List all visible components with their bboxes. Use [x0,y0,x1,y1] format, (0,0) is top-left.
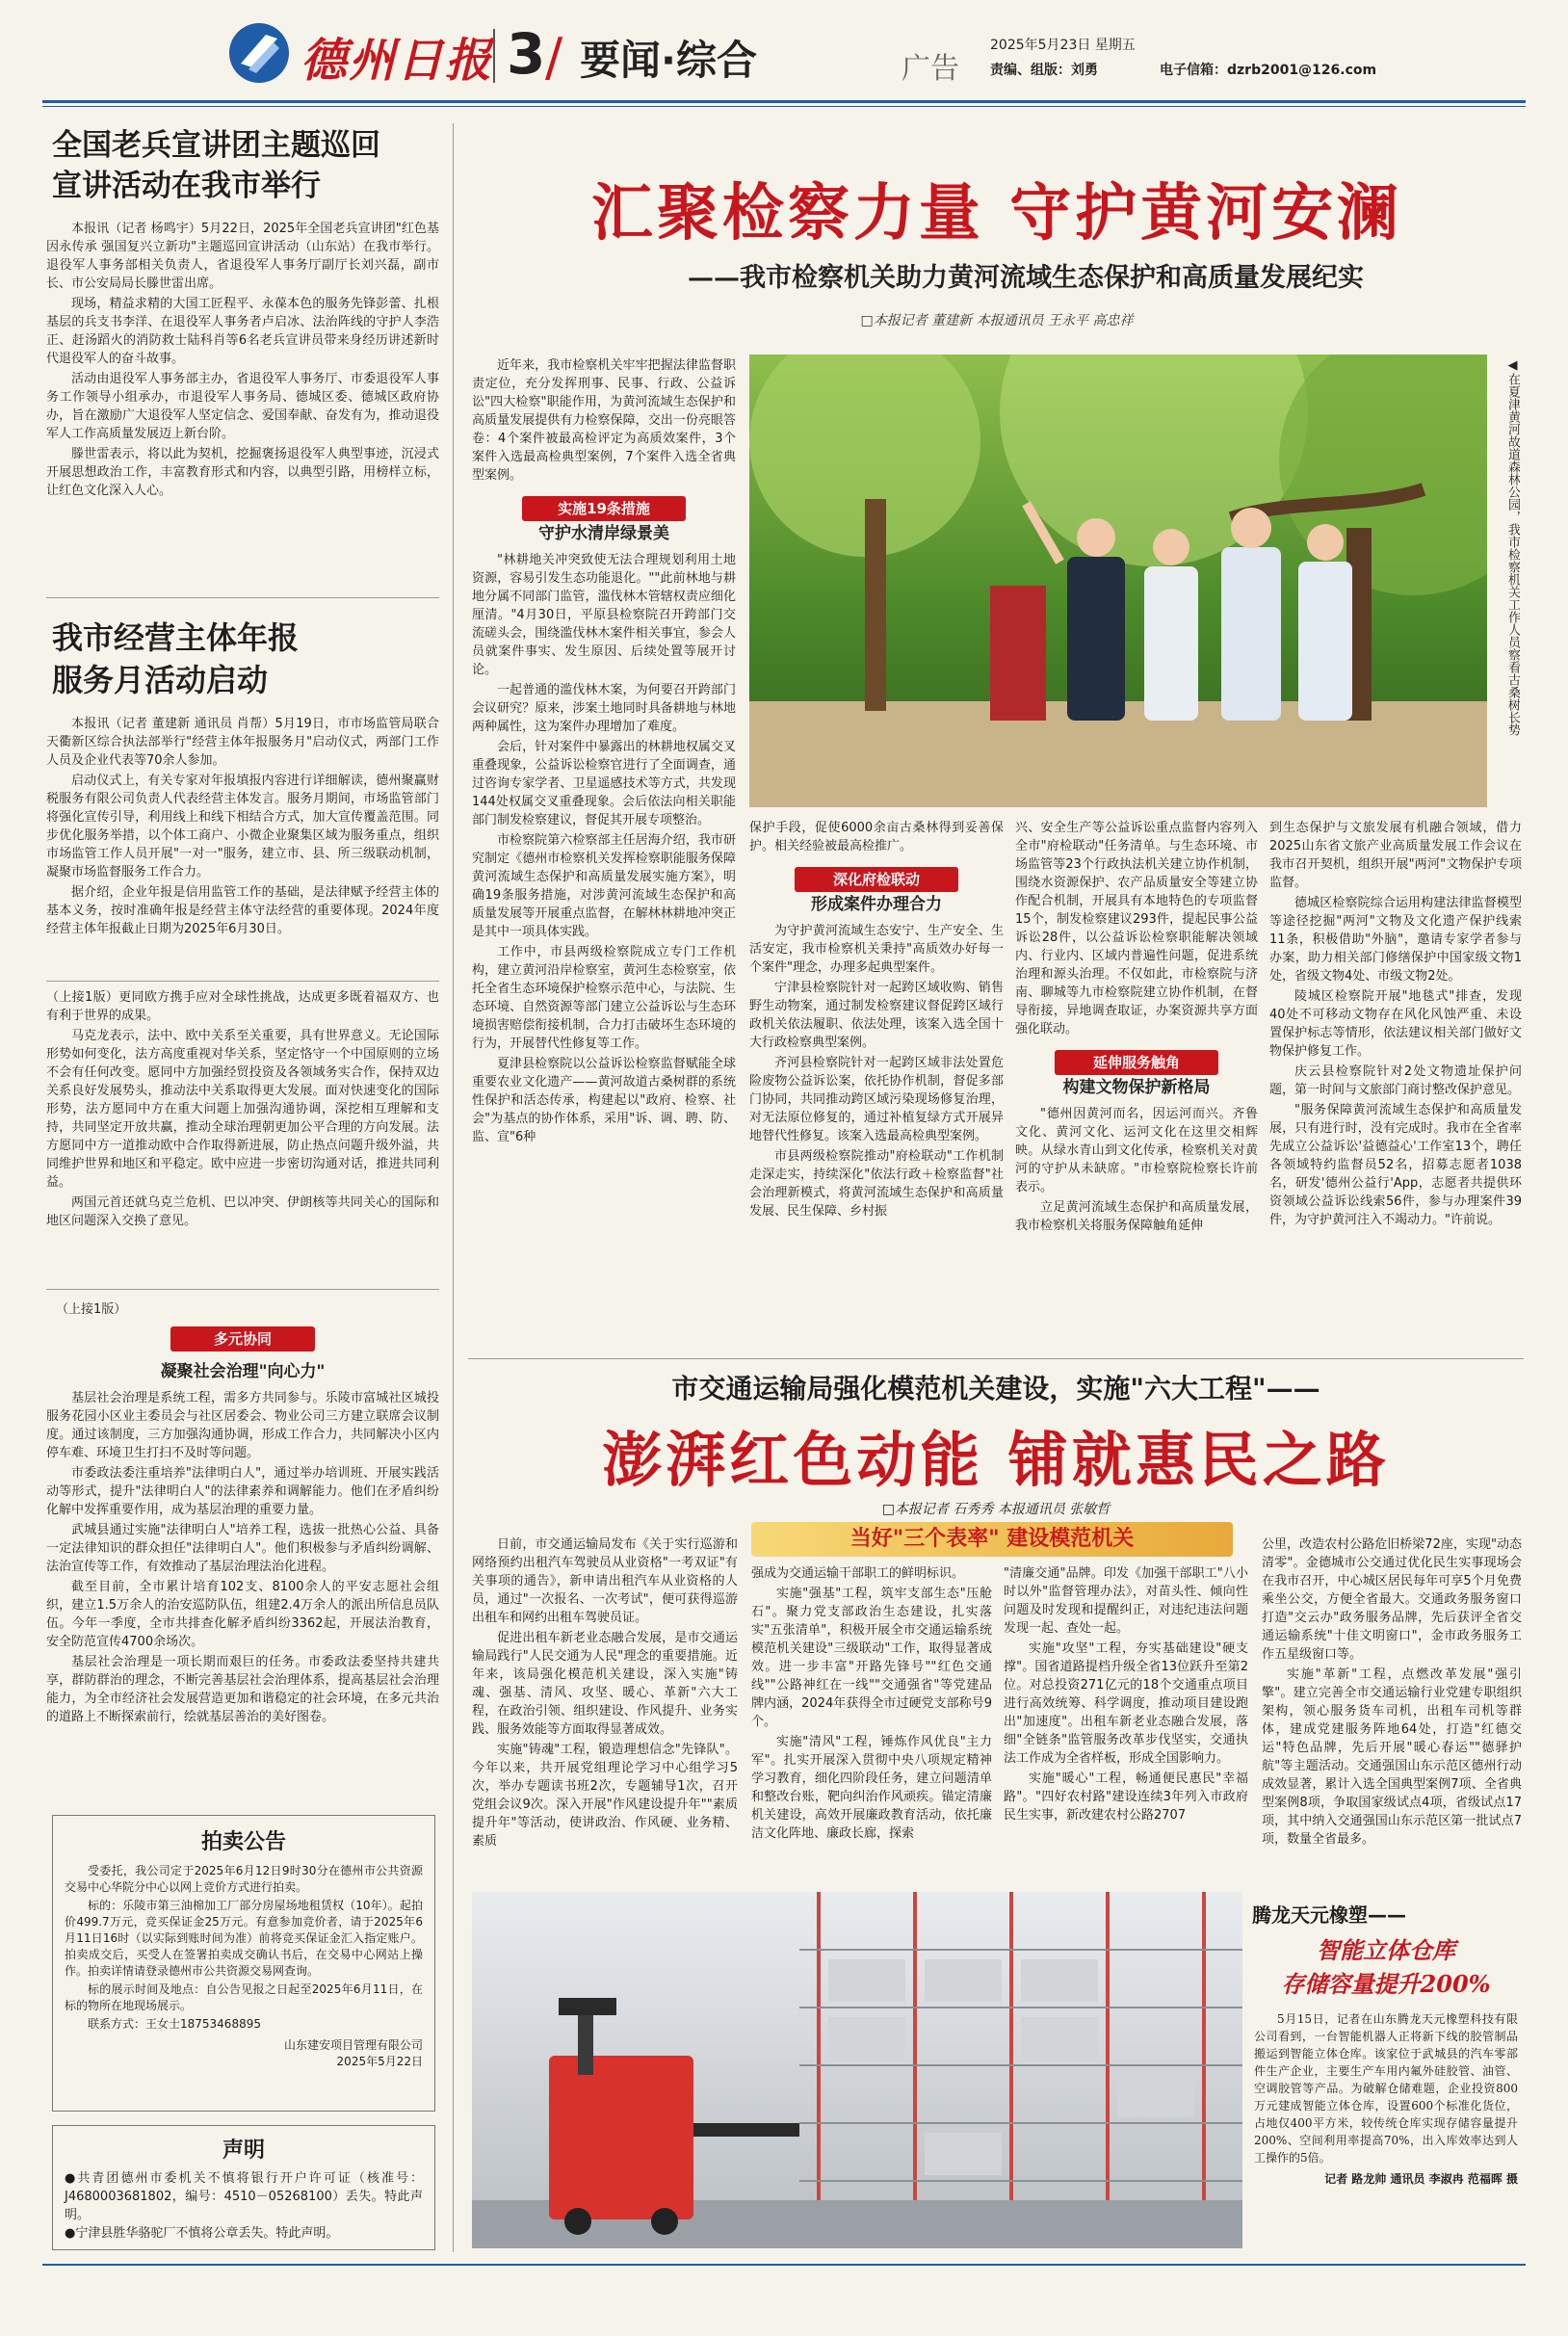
paragraph: 实施"革新"工程，点燃改革发展"强引擎"。建立完善全市交通运输行业党建专职组织架构，领心服务货车司机，出租车司机等群体，建成党建服务阵地64处，打造"红德交运"特色品牌，先后开展"暖心春运""德驿护航"等主题活动。交通强国山东示范区德州行动成效显著，累计入选全国典型案例7项、全省典型案例8项，争取国家级试点4项，省级试点17项，其中纳入交通强国山东示范区第一批试点7项，数量全省最多。 [1262,1667,1522,1847]
page-number: 3 [507,21,546,87]
main-photo [749,354,1487,807]
paragraph: 日前，市交通运输局发布《关于实行巡游和网络预约出租汽车驾驶员从业资格"一考双证"有关事项的通告》，新申请出租汽车从业资格的人员，通过"一次报名、一次考试"，便可获得巡游出租车和网约出租车驾驶员证。 [472,1537,738,1625]
transport-banner-text: 当好"三个表率" 建设模范机关 [849,1527,1135,1551]
paragraph: 现场，精益求精的大国工匠程平、永葆本色的服务先锋彭蕾、扎根基层的兵支书李洋、在退役军人事务者卢启冰、法治阵线的守护人李浩正、赶汤蹈火的消防救士陆科肖等6名老兵宣讲员带来身经历讲述新时代退役军人的奋斗故事。 [46,297,439,366]
paragraph: 实施"攻坚"工程，夯实基础建设"硬支撑"。国省道路提档升级全省13位跃升至第2位。对总投资271亿元的18个交通重点项目进行高效统筹、科学调度，推动项目建设跑出"加速度"。出租车新老业态融合发展，落细"全链条"监管服务改革步伐坚实，交通执法工作成为全省样板，形成全国影响力。 [1004,1641,1248,1766]
main-headline: 汇聚检察力量 守护黄河安澜 [590,177,1403,249]
transport-column-2 [751,1564,992,1878]
photo-feature-box [1248,1892,1524,2250]
paragraph: 保护手段，促使6000余亩古桑林得到妥善保护。相关经验被最高检推广。 [749,821,1004,853]
page-editor: 责编、组版：刘勇 [990,63,1098,78]
page-email: 电子信箱：dzrb2001@126.com [1160,63,1377,78]
paragraph: 联系方式：王女士18753468895 [88,2017,261,2031]
left-article-4-subtitle: 凝聚社会治理"向心力" [160,1362,326,1381]
left-divider-3 [46,1289,439,1290]
paragraph: "清廉交通"品牌。印发《加强干部职工"八小时以外"监督管理办法》，对苗头性、倾向性问题及时发现和提醒纠正，对违纪违法问题发现一起、查处一起。 [1004,1566,1248,1636]
transport-headline: 澎湃红色动能 铺就惠民之路 [602,1425,1390,1495]
photo-feature-headline-2: 存储容量提升200% [1281,1970,1491,1998]
paragraph: 启动仪式上，有关专家对年报填报内容进行详细解读，德州聚赢财税服务有限公司负责人代表经营主体发言。服务月期间，市场监管部门将强化宣传引导，利用线上和线下相结合方式，加大宣传覆盖范围。同步优化服务举措，以个体工商户、小微企业聚集区域为服务重点，组织市场监管工作人员开展"一对一"服务，建立市、县、所三级联动机制，凝聚市场监督服务工作合力。 [46,774,439,879]
paragraph: 马克龙表示，法中、欧中关系至关重要，具有世界意义。无论国际形势如何变化，法方高度重视对华关系，坚定恪守一个中国原则的立场不会有任何改变。愿同中方加强经贸投资及各领域务实合作，保持双边关系良好发展势头，推动法中关系取得更大发展。面对快速变化的国际形势，法方愿同中方在重大问题上加强沟通协调，深挖相互理解和支持，共同坚定开放共赢，推动全球治理朝更加公平合理的方向发展。法方愿同中方一道推动欧中合作取得新进展，防止热点问题升级外溢，共同维护世界和地区和平稳定。欧中应进一步密切沟通对话，推进共同利益。 [46,1029,439,1190]
auction-title: 拍卖公告 [200,1830,286,1854]
statement-item: ●共青团德州市委机关不慎将银行开户许可证（核准号：J4680003681802，编号：4510－05268100）丢失。特此声明。 [65,2171,423,2222]
paragraph: 两国元首还就乌克兰危机、巴以冲突、伊朗核等共同关心的国际和地区问题深入交换了意见。 [46,1195,439,1228]
section-subtitle-1: 守护水清岸绿景美 [538,524,669,543]
auction-body [65,1863,423,2033]
page-bottom-rule [42,2264,1526,2266]
paragraph: 市委政法委注重培养"法律明白人"，通过举办培训班、开展实践活动等形式，提升"法律明白人"的法律素养和调解能力。他们在矛盾纠纷化解中发挥重要作用，成为基层治理的重要力量。 [46,1466,439,1517]
transport-banner [751,1522,1233,1557]
photo-feature-headline-1: 智能立体仓库 [1317,1936,1455,1964]
page-section: 要闻·综合 [580,37,757,84]
left-article-1 [46,125,439,578]
left-article-2 [46,617,439,973]
masthead-logo-icon [227,21,291,85]
left-article-2-title-1: 我市经营主体年报 [52,619,300,656]
left-article-4 [46,1297,439,1807]
paragraph: 为守护黄河流域生态安宁、生产安全、生活安定，我市检察机关秉持"高质效办好每一个案件"理念，办理多起典型案件。 [749,924,1004,975]
statement-item: ●宁津县胜华骆驼厂不慎将公章丢失。特此声明。 [65,2226,339,2241]
statement-body [65,2169,423,2243]
left-article-1-body [46,220,439,500]
photo-feature-credit: 记者 路龙帅 通讯员 李淑冉 范福晖 摄 [1324,2172,1518,2186]
main-subheadline: ——我市检察机关助力黄河流域生态保护和高质量发展纪实 [688,263,1364,293]
page-date: 2025年5月23日 星期五 [990,38,1136,53]
section-subtitle-2: 形成案件办理合力 [811,895,942,914]
transport-kicker: 市交通运输局强化模范机关建设，实施"六大工程"—— [671,1373,1320,1404]
masthead-divider [493,29,495,83]
left-divider-2 [46,981,439,982]
paragraph: 市县两级检察院推动"府检联动"工作机制走深走实，持续深化"依法行政＋检察监督"社会治理新模式，将黄河流域生态保护和高质量发展、民生保障、乡村振 [749,1149,1004,1219]
left-article-3 [46,988,439,1277]
left-divider-1 [46,597,439,598]
paragraph: "林耕地关冲突致使无法合理规划利用土地资源，容易引发生态功能退化。""此前林地与耕地分属不同部门监管，滥伐林木管辖权责应细化厘清。"4月30日，平原县检察院召开跨部门交流磋头会，围绕滥伐林木案件相关事宜，参会人员就案件事实、发生原因、后续处置等展开讨论。 [472,553,736,677]
paragraph: 截至目前，全市累计培育102支、8100余人的平安志愿社会组织，建立1.5万余人的治安巡防队伍，组建2.4万余人的派出所信息员队伍。今年一季度，全市共排查化解矛盾纠纷3362起，开展法治教育，安全防范宣传4700余场次。 [46,1580,439,1649]
paragraph: 据介绍，企业年报是信用监管工作的基础，是法律赋予经营主体的基本义务，按时准确年报是经营主体守法经营的重要体现。2024年度经营主体年报截止日期为2025年6月30日。 [46,885,439,936]
masthead-rule [42,100,1526,103]
paragraph: 夏津县检察院以公益诉讼检察监督赋能全球重要农业文化遗产——黄河故道古桑树群的系统性保护和活态传承，构建起以"政府、检察、社会"为基点的协作体系，采用"诉、调、聘、防、监、宣"6种 [472,1057,736,1144]
left-article-4-body [46,1389,439,1726]
paragraph: 立足黄河流域生态保护和高质量发展，我市检察机关将服务保障触角延伸 [1015,1200,1258,1233]
paragraph: 宁津县检察院针对一起跨区域收购、销售野生动物案，通过制发检察建议督促跨区域行政机关依法履职、依法处理，该案入选全国十大行政检察典型案例。 [749,981,1004,1050]
section-tag-2: 深化府检联动 [795,867,958,892]
paragraph: （上接1版）更同欧方携手应对全球性挑战，达成更多既着福双方、也有利于世界的成果。 [46,990,439,1023]
ad-label: 广告 [902,52,959,86]
masthead [0,0,1568,116]
transport-column-3 [1004,1564,1248,1878]
masthead-rule-thin [42,106,1526,107]
main-bottom-divider [468,1358,1524,1359]
photo-feature-kicker: 腾龙天元橡塑—— [1252,1903,1406,1927]
paragraph: 兴、安全生产等公益诉讼重点监督内容列入全市"府检联动"任务清单。与生态环境、市场监管等23个行政执法机关建立协作机制，围绕水资源保护、农产品质量安全等建立协作配合机制，开展具有本地特色的专项监督15个，制发检察建议293件，提起民事公益诉讼28件，以公益诉讼检察职能解决领域内、行业内、区域内普遍性问题，促进系统治理和源头治理。不仅如此，市检察院与济南、聊城等九市检察院建立协作机制，在督导衔接，异地调查取证，办案资源共享方面强化联动。 [1015,821,1258,1037]
section-tag-1: 实施19条措施 [522,496,686,521]
left-article-2-title-2: 服务月活动启动 [52,662,269,698]
statement-notice-box [52,2125,435,2250]
main-byline: □本报记者 董建新 本报通讯员 王永平 高忠祥 [860,313,1134,328]
continued-note: （上接1版） [56,1302,127,1317]
paragraph: 受委托，我公司定于2025年6月12日9时30分在德州市公共资源交易中心华院分中心以网上竞价方式进行拍卖。 [65,1864,423,1894]
left-article-1-title-2: 宣讲活动在我市举行 [52,169,321,203]
left-article-1-title-1: 全国老兵宣讲团主题巡回 [52,128,380,163]
main-column-1 [472,356,736,1349]
paragraph: 工作中，市县两级检察院成立专门工作机构，建立黄河沿岸检察室，黄河生态检察室，依托全省生态环境保护检察示范中心，与法院、生态环境、自然资源等部门建立公益诉讼与生态环境损害赔偿衔接机制，合力打击破坏生态环境的行为，开展替代性修复等工作。 [472,945,736,1051]
transport-byline: □本报记者 石秀秀 本报通讯员 张敏哲 [881,1502,1111,1517]
photo-feature-text: 5月15日，记者在山东腾龙天元橡塑科技有限公司看到，一台智能机器人正将新下线的胶管制品搬运到智能立体仓库。该家位于武城县的汽车零部件生产企业，主要生产车用内氟外硅胶管、油管、空调胶管等产品。为破解仓储难题，企业投资800万元建成智能立体仓库，设置600个标准化货位，占地仅400平方米，较传统仓库实现存储容量提升200%、空间利用率提高70%，出入库效率达到人工操作的5倍。 [1254,2012,1518,2165]
paragraph: 实施"暖心"工程，畅通便民惠民"幸福路"。"四好农村路"建设连续3年列入市政府民生实事，新改建农村公路2707 [1004,1772,1248,1823]
paragraph: 市检察院第六检察部主任居海介绍，我市研究制定《德州市检察机关发挥检察职能服务保障黄河流域生态保护和高质量发展实施方案》，明确19条服务措施，对涉黄河流域生态保护和高质量发展等开展重点监督，在解林林耕地冲突正是其中一项具体实践。 [472,833,736,939]
paragraph: 本报讯（记者 董建新 通讯员 肖帮）5月19日，市市场监管局联合天衢新区综合执法部举行"经营主体年报服务月"启动仪式，两部门工作人员及企业代表等70余人参加。 [46,717,439,768]
left-article-2-body [46,715,439,938]
left-column-divider [453,123,454,2252]
paragraph: 滕世雷表示，将以此为契机，挖掘褒扬退役军人典型事迹，沉浸式开展思想政治工作，丰富教育形式和内容，以典型引路，用榜样立标，让红色文化深入人心。 [46,447,439,498]
paragraph: 会后，针对案件中暴露出的林耕地权属交叉重叠现象，公益诉讼检察官进行了全面调查，通过咨询专家学者、卫星遥感技术等方式，共发现144处权属交叉重叠现象。会后依法向相关职能部门制发检察建议，督促其开展专项整治。 [472,740,736,827]
section-subtitle-3: 构建文物保护新格局 [1062,1078,1211,1097]
paragraph: 德城区检察院综合运用构建法律监督模型等途径挖掘"两河"文物及文化遗产保护线索11条，积极借助"外脑"，邀请专家学者参与办案，助力相关部门修缮保护中国家级文物1处，省级文物4处、市级文物2处。 [1269,896,1522,984]
auction-signature-date: 2025年5月22日 [336,2055,423,2068]
paragraph: 公里，改造农村公路危旧桥梁72座，实现"动态清零"。金德城市公交通过优化民生实事现场会在我市召开，中心城区居民每年可享5个月免费乘坐公交，方便全省最大。交通政务服务窗口打造"交云办"政务服务品牌，先后获评全省交通运输系统"十佳文明窗口"，金市政务服务工作五星级窗口等。 [1262,1537,1522,1662]
main-column-4 [1269,819,1522,1349]
left-article-4-tag: 多元协同 [170,1326,315,1352]
paragraph: "德州因黄河而名，因运河而兴。齐鲁文化、黄河文化、运河文化在这里交相辉映。从绿水青山到文化传承，检察机关对黄河的守护从未缺席。"市检察院检察长许前表示。 [1015,1107,1258,1194]
main-intro: 近年来，我市检察机关牢牢把握法律监督职责定位，充分发挥刑事、民事、行政、公益诉讼"四大检察"职能作用，为黄河流域生态保护和高质量发展提供有力检察保障，交出一份亮眼答卷：4个案件被最高检评定为高质效案件，3个案件入选最高检典型案例，7个案件入选全省典型案例。 [472,358,736,483]
paragraph: 基层社会治理是一项长期而艰巨的任务。市委政法委坚持共建共享，群防群治的理念，不断完善基层社会治理体系，提高基层社会治理能力，为全市经济社会发展营造更加和谐稳定的社会环境，在多元共治的道路上不断探索前行，绘就基层善治的美好图卷。 [46,1655,439,1724]
main-photo-caption: ◀在夏津黄河故道森林公园，我市检察机关工作人员察看古桑树长势 [1505,358,1520,736]
paragraph: 本报讯（记者 杨鸣宇）5月22日，2025年全国老兵宣讲团"红色基因永传承 强国复兴立新功"主题巡回宣讲活动（山东站）在我市举行。退役军人事务部相关负责人，省退役军人事务厅副厅长刘兴磊，副市长、市公安局局长滕世雷出席。 [46,222,439,291]
paragraph: 实施"铸魂"工程，锻造理想信念"先锋队"。今年以来，共开展党组理论学习中心组学习5次，举办专题读书班2次，专题辅导1次，召开党组会议9次。深入开展"作风建设提升年""素质提升年"等活动，使讲政治、作风硬、业务精、素质 [472,1743,738,1849]
section-tag-3: 延伸服务触角 [1055,1050,1218,1075]
paragraph: 活动由退役军人事务部主办，省退役军人事务厅、市委退役军人事务工作领导小组承办，市退役军人事务局、德城区委、德城区政府协办，旨在激励广大退役军人坚定信念、爱国奉献、奋发有为，推动退役军人工作高质量发展迈上新台阶。 [46,372,439,441]
warehouse-photo [472,1892,1242,2248]
paragraph: 实施"强基"工程，筑牢支部生态"压舱石"。聚力党支部政治生态建设，扎实落实"五张清单"，积极开展全市交通运输系统模范机关建设"三级联动"工作，取得显著成效。进一步丰富"开路先锋号""红色交通线""公路神红在一线""交通强省"等党建品牌内涵，2024年获得全市过硬党支部称号9个。 [751,1587,992,1729]
paragraph: 一起普通的滥伐林木案，为何要召开跨部门会议研究？原来，涉案土地同时具备耕地与林地两种属性，这为案件办理增加了难度。 [472,683,736,734]
paragraph: 到生态保护与文旅发展有机融合领域，借力2025山东省文旅产业高质量发展工作会议在我市召开契机，组织开展"两河"文物保护专项监督。 [1269,821,1522,890]
paper-name: 德州日报 [301,34,494,88]
paragraph: 促进出租车新老业态融合发展，是市交通运输局践行"人民交通为人民"理念的重要措施。近年来，该局强化模范机关建设，深入实施"铸魂、强基、清风、攻坚、暖心、革新"六大工程，在政治引领、组织建设、作风提升、业务实践、服务效能等方面取得显著成效。 [472,1631,738,1737]
transport-column-1 [472,1535,738,1878]
auction-signature: 山东建安项目管理有限公司 [283,2038,423,2052]
paragraph: 强成为交通运输干部职工的鲜明标识。 [751,1566,965,1581]
paragraph: "服务保障黄河流域生态保护和高质量发展，只有进行时，没有完成时。我市在全省率先成立公益诉讼'益德益心'工作室13个，聘任各领域特约监督员52名，招募志愿者1038名，研发'德州公益行'App，志愿者共提供环资领域公益诉讼线索56件，参与办理案件39件，为守护黄河注入不竭动力。"许前说。 [1269,1103,1522,1227]
main-column-3 [1015,819,1258,1349]
paragraph: 武城县通过实施"法律明白人"培养工程，选拔一批热心公益、具备一定法律知识的群众担任"法律明白人"。他们积极参与矛盾纠纷调解、法治宣传等工作，有效推动了基层治理法治化进程。 [46,1523,439,1574]
statement-title: 声明 [222,2139,265,2163]
main-column-2 [749,819,1004,1349]
paragraph: 陵城区检察院开展"地毯式"排查，发现40处不可移动文物存在风化风蚀严重、未设置保护标志等情形，依法建议相关部门做好文物保护修复工作。 [1269,989,1522,1059]
paragraph: 实施"清风"工程，锤炼作风优良"主力军"。扎实开展深入贯彻中央八项规定精神学习教育，细化四阶段任务，建立问题清单和整改台账，靶向纠治作风顽疾。锚定清廉机关建设，高效开展廉政教育活动，依托廉洁文化阵地、廉政长廊，探索 [751,1735,992,1841]
transport-column-4 [1262,1535,1522,1878]
paragraph: 标的展示时间及地点：自公告见报之日起至2025年6月11日，在标的物所在地现场展示。 [65,1982,423,2012]
paragraph: 庆云县检察院针对2处文物遗址保护问题，第一时间与文旅部门商讨整改保护意见。 [1269,1064,1522,1097]
paragraph: 标的：乐陵市第三油棉加工厂部分房屋场地租赁权（10年）。起拍价499.7万元，竞买保证金25万元。有意参加竞价者，请于2025年6月11日16时（以实际到账时间为准）前将竞买保证金汇入指定账户。拍卖成交后，买受人在签署拍卖成交确认书后，在交易中心网站上操作。拍卖详情请登录德州市公共资源交易网查询。 [65,1899,423,1978]
page-number-slash-icon: / [545,27,563,88]
paragraph: 齐河县检察院针对一起跨区域非法处置危险废物公益诉讼案，依托协作机制，督促多部门协同，共同推动跨区域污染现场修复治理，对无法原位修复的，通过补植复绿方式开展异地替代性修复。该案入选最高检典型案例。 [749,1056,1004,1143]
paragraph: 基层社会治理是系统工程，需多方共同参与。乐陵市富城社区城投服务花园小区业主委员会与社区居委会、物业公司三方建立联席会议制度。通过该制度，三方加强沟通协调，形成工作合力，共同解决小区内停车难、环境卫生打扫不及时等问题。 [46,1391,439,1460]
auction-notice-box [52,1815,435,2112]
